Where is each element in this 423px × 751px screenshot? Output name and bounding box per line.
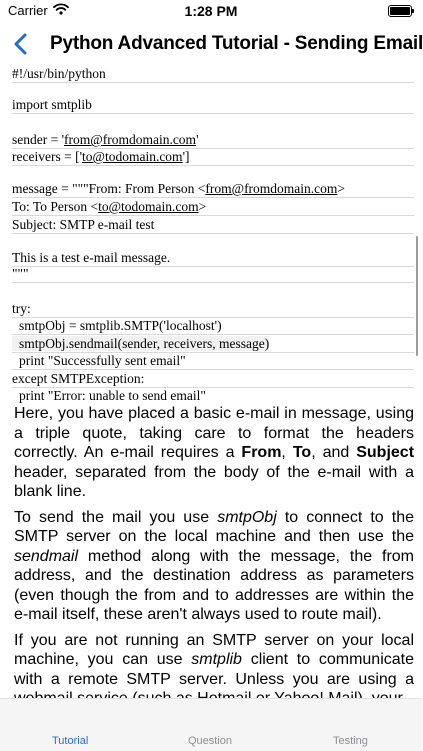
article-paragraph: If you are not running an SMTP server on your local machine, you can use smtplib client to communicate with a remote SMTP server. Unless you are using a	[14, 631, 415, 688]
code-line: sender = 'from@fromdomain.com'	[12, 131, 414, 149]
code-line: print "Error: unable to send email"	[19, 388, 206, 403]
email-link[interactable]: to@todomain.com	[98, 199, 199, 214]
tab-testing[interactable]: Testing	[333, 735, 368, 747]
code-scrollbar[interactable]	[416, 236, 418, 356]
article-paragraph: Here, you have placed a basic e-mail in message, using a triple quote, taking care to format the headers correctly. An e-mail requires a From, To, and Subject header, separated from the body of the e-mail with a blank line.	[14, 405, 415, 500]
chevron-left-icon	[8, 27, 36, 61]
status-time: 1:28 PM	[184, 3, 238, 19]
email-link[interactable]: from@fromdomain.com	[205, 181, 338, 196]
code-line: receivers = ['to@todomain.com']	[12, 148, 414, 166]
code-line: Subject: SMTP e-mail test	[12, 216, 414, 234]
code-line: except SMTPException:	[12, 370, 414, 388]
back-button[interactable]	[8, 27, 36, 61]
nav-bar	[0, 24, 422, 64]
tab-question[interactable]: Question	[188, 735, 233, 747]
code-line: #!/usr/bin/python	[12, 65, 414, 83]
code-line: import smtplib	[12, 96, 414, 114]
page-title: Python Advanced Tutorial - Sending Email	[50, 33, 423, 54]
code-line: This is a test e-mail message.	[12, 249, 414, 267]
code-block	[0, 64, 422, 404]
code-line: smtpObj.sendmail(sender, receivers, message)	[12, 335, 414, 353]
battery-icon	[388, 5, 412, 17]
status-bar	[0, 0, 422, 24]
tab-bar	[0, 698, 422, 751]
article-body	[14, 404, 414, 698]
article-paragraph: To send the mail you use smtpObj to connect to the SMTP server on the local machine and then use the sendmail method along with the message, the from address, and the destination address as parameters (even though the from and to addresses are within the e-mail itself, these aren't always used to route mail).	[14, 508, 415, 623]
code-line: To: To Person <to@todomain.com>	[12, 198, 414, 216]
code-line: message = """From: From Person <from@fromdomain.com>	[12, 180, 414, 198]
email-link[interactable]: from@fromdomain.com	[64, 132, 197, 147]
code-line: """	[12, 265, 414, 283]
code-line: try:	[12, 300, 414, 318]
email-link[interactable]: to@todomain.com	[82, 149, 183, 164]
tab-tutorial[interactable]: Tutorial	[52, 735, 89, 747]
carrier-label: Carrier	[8, 3, 48, 18]
code-line: smtpObj = smtplib.SMTP('localhost')	[12, 317, 414, 335]
code-line: print "Successfully sent email"	[12, 352, 414, 370]
